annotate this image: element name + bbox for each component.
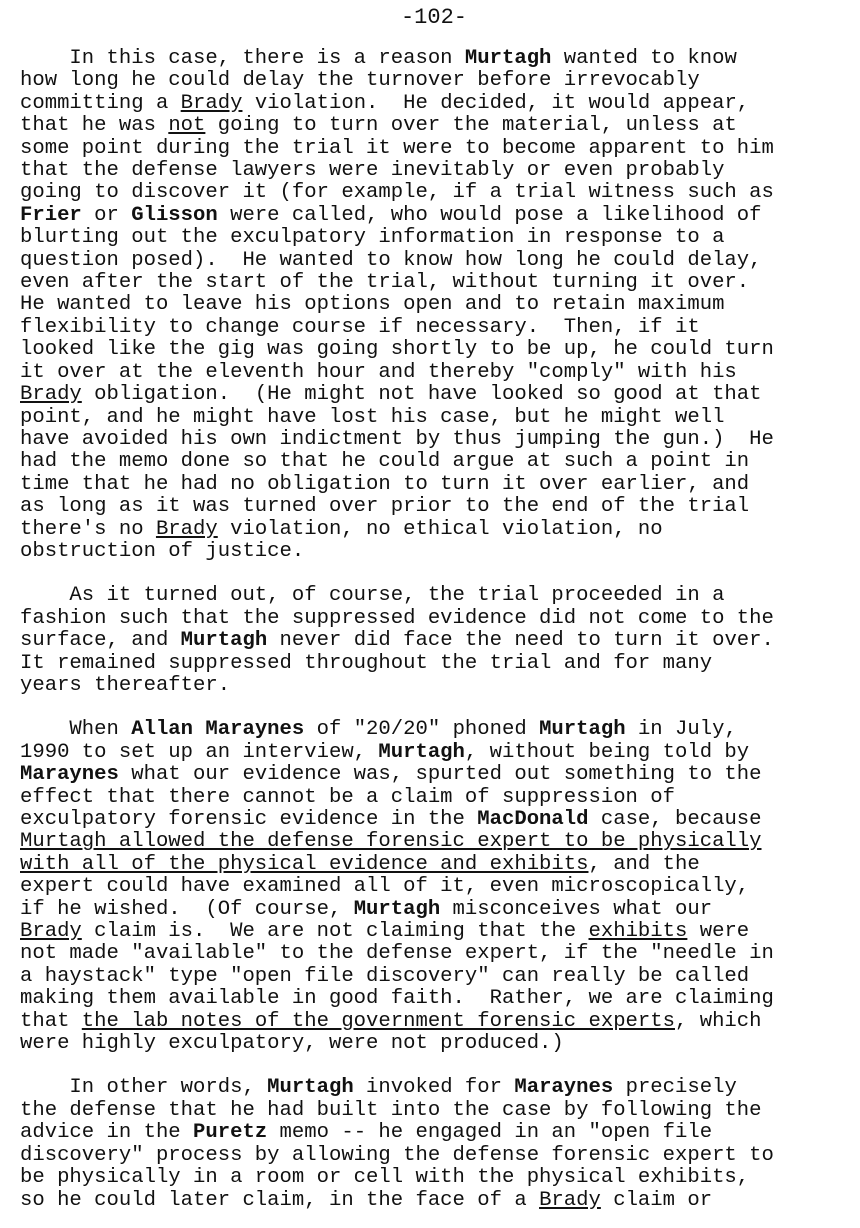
underlined-text: Murtagh allowed the defense forensic expert to be physically (20, 830, 762, 854)
underlined-text: Brady (180, 91, 243, 115)
text-line: He wanted to leave his options open and to retain maximum (20, 293, 725, 317)
text-line: It remained suppressed throughout the trial and for many (20, 651, 713, 675)
underlined-text: the lab notes of the government forensic experts (81, 1009, 675, 1033)
text-line: When Allan Maraynes of "20/20" phoned Murtagh in July, (20, 718, 737, 742)
text-line: as long as it was turned over prior to the end of the trial (20, 495, 750, 519)
text-line: had the memo done so that he could argue at such a point in (20, 450, 750, 474)
text-line: surface, and Murtagh never did face the need to turn it over. (20, 629, 774, 653)
page-number: -102- (400, 5, 467, 30)
underlined-text: with all of the physical evidence and exhibits (20, 852, 589, 876)
text-line: In other words, Murtagh invoked for Maraynes precisely (20, 1076, 737, 1100)
text-line: not made "available" to the defense expert, if the "needle in (20, 942, 774, 966)
paragraph-4 (20, 1077, 848, 1211)
text-line: As it turned out, of course, the trial proceeded in a (20, 584, 725, 608)
bold-name: Murtagh (378, 740, 465, 764)
bold-name: Maraynes (514, 1076, 614, 1100)
text-line: that he was not going to turn over the material, unless at (20, 114, 737, 138)
paragraph-2 (20, 585, 848, 697)
paragraph-3 (20, 719, 848, 1055)
paragraph-1 (20, 48, 848, 563)
text-line: were highly exculpatory, were not produced.) (20, 1032, 564, 1056)
text-line: Brady claim is. We are not claiming that the exhibits were (20, 920, 750, 944)
text-line: some point during the trial it were to become apparent to him (20, 136, 774, 160)
text-line: question posed). He wanted to know how long he could delay, (20, 248, 762, 272)
underlined-text: Brady (539, 1188, 601, 1212)
underlined-text: exhibits (588, 920, 688, 944)
underlined-text: Brady (155, 517, 218, 541)
text-line: expert could have examined all of it, even microscopically, (20, 875, 750, 899)
text-line: effect that there cannot be a claim of suppression of (20, 785, 675, 809)
text-line: obstruction of justice. (20, 539, 305, 563)
text-line: time that he had no obligation to turn it over earlier, and (20, 472, 750, 496)
bold-name: Murtagh (539, 718, 626, 742)
underlined-text: Brady (20, 920, 82, 944)
text-line: have avoided his own indictment by thus jumping the gun.) He (20, 427, 774, 451)
text-line: how long he could delay the turnover before irrevocably (20, 69, 700, 93)
text-line: Maraynes what our evidence was, spurted out something to the (20, 763, 762, 787)
bold-name: MacDonald (477, 808, 589, 831)
text-line: Brady obligation. (He might not have looked so good at that (20, 383, 762, 407)
bold-name: Murtagh (180, 629, 268, 653)
text-line: even after the start of the trial, without turning it over. (20, 271, 750, 295)
underlined-text: Brady (20, 383, 82, 407)
bold-name: Glisson (131, 203, 218, 227)
text-line: advice in the Puretz memo -- he engaged in an "open file (20, 1121, 713, 1145)
text-line: a haystack" type "open file discovery" can really be called (20, 964, 750, 988)
text-line: exculpatory forensic evidence in the MacDonald case, because (20, 808, 762, 831)
text-line: Frier or Glisson were called, who would pose a likelihood of (20, 203, 762, 227)
text-line: point, and he might have lost his case, but he might well (20, 405, 725, 429)
text-line: there's no Brady violation, no ethical violation, no (20, 517, 663, 541)
text-line: looked like the gig was going shortly to be up, he could turn (20, 338, 774, 362)
text-line: with all of the physical evidence and exhibits, and the (20, 852, 700, 876)
text-line: discovery" process by allowing the defense forensic expert to (20, 1143, 774, 1167)
text-line: if he wished. (Of course, Murtagh misconceives what our (20, 897, 713, 921)
text-line: committing a Brady violation. He decided, it would appear, (20, 91, 750, 115)
text-line: be physically in a room or cell with the physical exhibits, (20, 1166, 750, 1190)
text-line: it over at the eleventh hour and thereby "comply" with his (20, 360, 737, 384)
text-line: making them available in good faith. Rather, we are claiming (20, 987, 774, 1011)
bold-name: Maraynes (20, 763, 119, 787)
bold-name: Murtagh (353, 897, 441, 921)
text-line: the defense that he had built into the case by following the (20, 1098, 762, 1122)
text-line: fashion such that the suppressed evidence did not come to the (20, 606, 774, 630)
text-line: going to discover it (for example, if a trial witness such as (20, 181, 774, 205)
bold-name: Frier (20, 203, 82, 227)
underlined-text: not (168, 114, 206, 138)
text-line: years thereafter. (20, 673, 231, 697)
bold-name: Puretz (193, 1121, 268, 1145)
body-text (20, 48, 848, 1212)
bold-name: Allan Maraynes (131, 718, 305, 742)
text-line: so he could later claim, in the face of a Brady claim or (20, 1188, 713, 1212)
text-line: 1990 to set up an interview, Murtagh, without being told by (20, 740, 750, 764)
text-line: that the lab notes of the government forensic experts, which (20, 1009, 762, 1033)
text-line: In this case, there is a reason Murtagh wanted to know (20, 47, 737, 70)
text-line: blurting out the exculpatory information in response to a (20, 226, 725, 250)
text-line: that the defense lawyers were inevitably or even probably (20, 159, 725, 183)
bold-name: Murtagh (464, 47, 552, 70)
text-line: flexibility to change course if necessary. Then, if it (20, 315, 700, 339)
bold-name: Murtagh (267, 1076, 354, 1100)
text-line (20, 831, 848, 853)
